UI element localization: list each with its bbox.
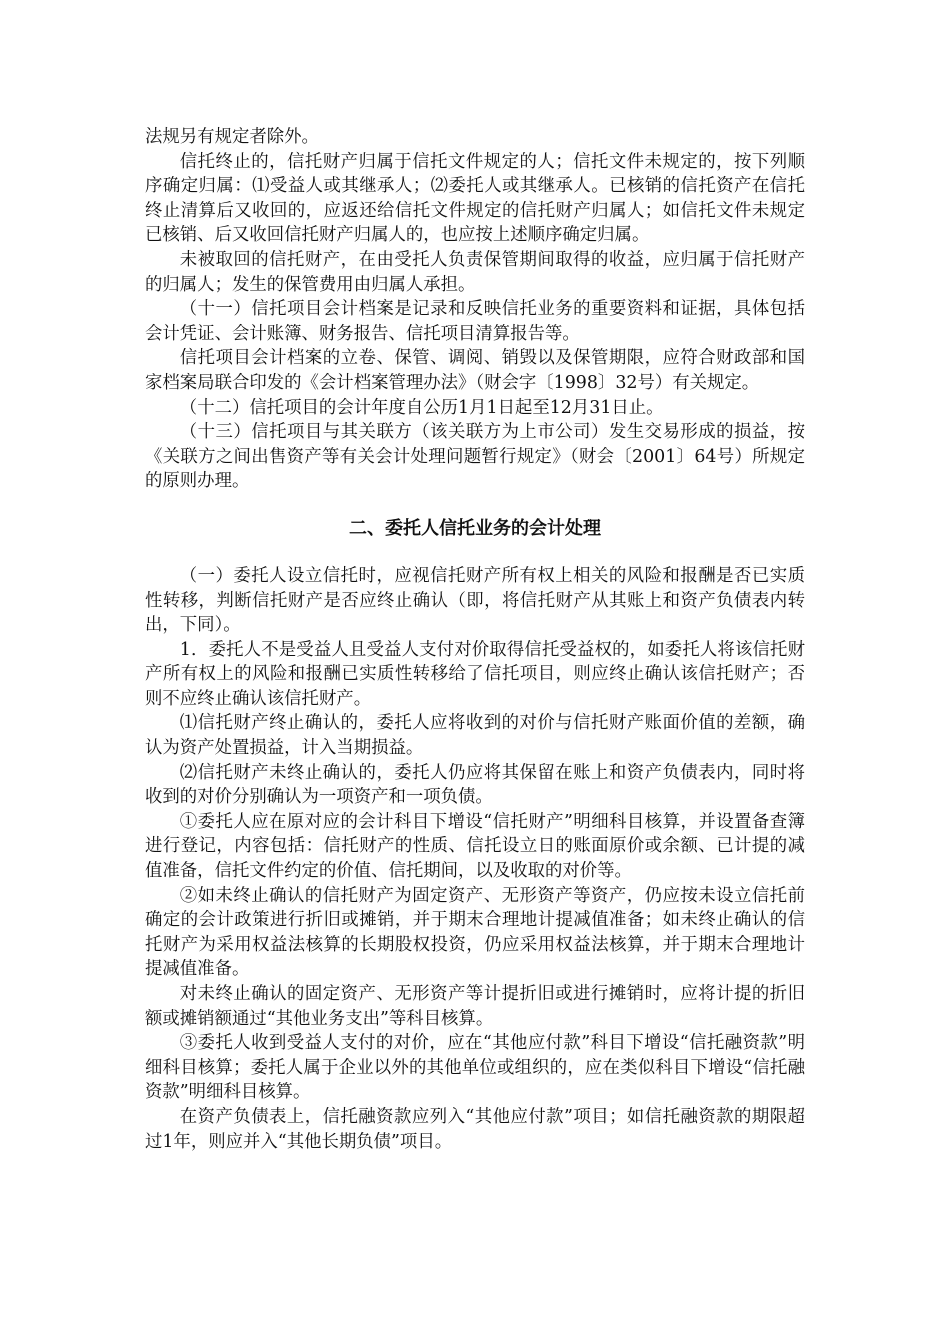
paragraph: ②如未终止确认的信托财产为固定资产、无形资产等资产，仍应按未设立信托前确定的会计政策进行折旧或摊销，并于期末合理地计提减值准备；如未终止确认的信托财产为采用权益法核算的长期股权投资，仍应采用权益法核算，并于期末合理地计提减值准备。 (145, 885, 805, 980)
document-page (145, 125, 805, 1154)
paragraph: （十二）信托项目的会计年度自公历1月1日起至12月31日止。 (179, 397, 664, 418)
paragraph: 1．委托人不是受益人且受益人支付对价取得信托受益权的，如委托人将该信托财产所有权上的风险和报酬已实质性转移给了信托项目，则应终止确认该信托财产；否则不应终止确认该信托财产。 (145, 639, 805, 709)
paragraph: 未被取回的信托财产，在由受托人负责保管期间取得的收益，应归属于信托财产的归属人；发生的保管费用由归属人承担。 (145, 249, 805, 295)
paragraph: 在资产负债表上，信托融资款应列入“其他应付款”项目；如信托融资款的期限超过1年，则应并入“其他长期负债”项目。 (145, 1106, 805, 1152)
paragraph: ⑵信托财产未终止确认的，委托人仍应将其保留在账上和资产负债表内，同时将收到的对价分别确认为一项资产和一项负债。 (145, 762, 805, 808)
paragraph: ①委托人应在原对应的会计科目下增设“信托财产”明细科目核算，并设置备查簿进行登记，内容包括：信托财产的性质、信托设立日的账面原价或余额、已计提的减值准备，信托文件约定的价值、信托期间，以及收取的对价等。 (145, 811, 805, 882)
paragraph: （十三）信托项目与其关联方（该关联方为上市公司）发生交易形成的损益，按《关联方之间出售资产等有关会计处理问题暂行规定》（财会〔2001〕64号）所规定的原则办理。 (145, 422, 805, 492)
section-heading: 二、委托人信托业务的会计处理 (349, 517, 601, 539)
paragraph: ⑴信托财产终止确认的，委托人应将收到的对价与信托财产账面价值的差额，确认为资产处置损益，计入当期损益。 (145, 713, 805, 759)
paragraph: 对未终止确认的固定资产、无形资产等计提折旧或进行摊销时，应将计提的折旧额或摊销额通过“其他业务支出”等科目核算。 (145, 984, 805, 1029)
paragraph: ③委托人收到受益人支付的对价，应在“其他应付款”科目下增设“信托融资款”明细科目核算；委托人属于企业以外的其他单位或组织的，应在类似科目下增设“信托融资款”明细科目核算。 (145, 1033, 805, 1103)
paragraph: 信托终止的，信托财产归属于信托文件规定的人；信托文件未规定的，按下列顺序确定归属：⑴受益人或其继承人；⑵委托人或其继承人。已核销的信托资产在信托终止清算后又收回的，应返还给信托文件规定的信托财产归属人；如信托文件未规定已核销、后又收回信托财产归属人的，也应按上述顺序确定归属。 (145, 151, 805, 246)
paragraph: 法规另有规定者除外。 (145, 127, 319, 147)
paragraph: 信托项目会计档案的立卷、保管、调阅、销毁以及保管期限，应符合财政部和国家档案局联合印发的《会计档案管理办法》（财会字〔1998〕32号）有关规定。 (145, 348, 805, 393)
paragraph: （十一）信托项目会计档案是记录和反映信托业务的重要资料和证据，具体包括会计凭证、会计账簿、财务报告、信托项目清算报告等。 (145, 299, 805, 344)
paragraph: （一）委托人设立信托时，应视信托财产所有权上相关的风险和报酬是否已实质性转移，判断信托财产是否应终止确认（即，将信托财产从其账上和资产负债表内转出，下同）。 (145, 565, 805, 636)
